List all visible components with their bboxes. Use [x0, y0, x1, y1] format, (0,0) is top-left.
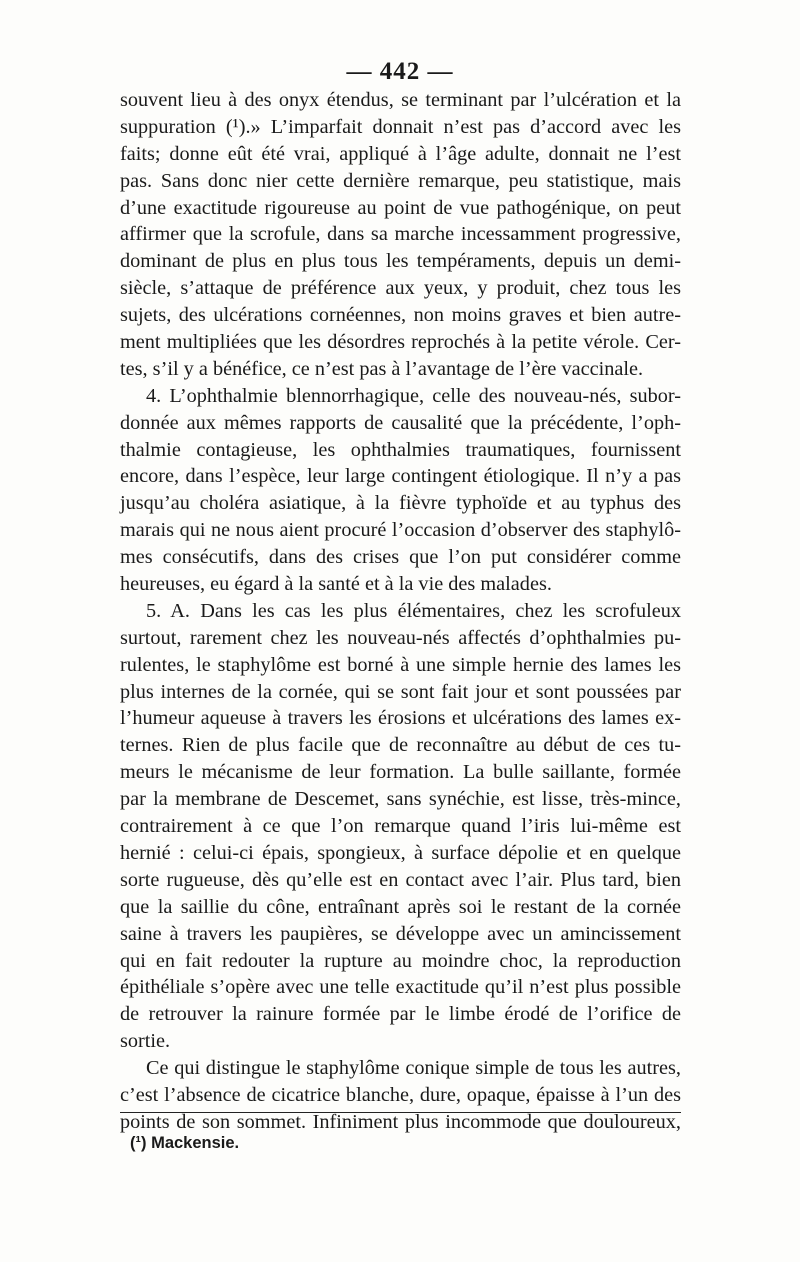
text-line: encore, dans l’espèce, leur large contingent étiologique. Il n’y a pas	[120, 465, 681, 488]
text-line: que la saillie du cône, entraînant après soi le restant de la cornée	[120, 895, 681, 918]
text-line: ment multipliées que les désordres reprochés à la petite vérole. Cer-	[120, 331, 681, 354]
text-line: thalmie contagieuse, les ophthalmies traumatiques, fournissent	[120, 438, 681, 461]
text-line: 4. L’ophthalmie blennorrhagique, celle des nouveau-nés, subor-	[146, 384, 681, 407]
text-line: qui en fait redouter la rupture au moindre choc, la reproduction	[120, 949, 681, 972]
body-text	[120, 87, 681, 1136]
text-line: de retrouver la rainure formée par le limbe érodé de l’orifice de	[120, 1003, 681, 1026]
text-line: pas. Sans donc nier cette dernière remarque, peu statistique, mais	[120, 169, 681, 192]
text-line: siècle, s’attaque de préférence aux yeux, y produit, chez tous les	[120, 277, 681, 300]
text-line: suppuration (¹).» L’imparfait donnait n’est pas d’accord avec les	[120, 115, 681, 138]
text-line: rulentes, le staphylôme est borné à une simple hernie des lames les	[120, 653, 681, 676]
text-line: par la membrane de Descemet, sans synéchie, est lisse, très-mince,	[120, 788, 681, 811]
text-line: c’est l’absence de cicatrice blanche, dure, opaque, épaisse à l’un des	[120, 1083, 681, 1106]
text-line: meurs le mécanisme de leur formation. La bulle saillante, formée	[120, 761, 681, 784]
text-line: plus internes de la cornée, qui se sont fait jour et sont poussées par	[120, 680, 681, 703]
text-line: marais qui ne nous aient procuré l’occasion d’observer des staphylô-	[120, 519, 681, 542]
text-line: épithéliale s’opère avec une telle exactitude qu’il n’est plus possible	[120, 976, 681, 999]
footnote-rule	[120, 1112, 681, 1113]
text-line: sorte rugueuse, dès qu’elle est en contact avec l’air. Plus tard, bien	[120, 868, 681, 891]
text-line: Ce qui distingue le staphylôme conique simple de tous les autres,	[146, 1057, 681, 1080]
text-line: jusqu’au choléra asiatique, à la fièvre typhoïde et au typhus des	[120, 492, 681, 515]
text-line: l’humeur aqueuse à travers les érosions et ulcérations des lames ex-	[120, 707, 681, 730]
text-line: hernié : celui-ci épais, spongieux, à surface dépolie et en quelque	[120, 841, 681, 864]
text-line: mes consécutifs, dans des crises que l’on put considérer comme	[120, 546, 681, 569]
text-line: surtout, rarement chez les nouveau-nés affectés d’ophthalmies pu-	[120, 626, 681, 649]
text-line: sortie.	[120, 1030, 171, 1053]
text-line: contrairement à ce que l’on remarque quand l’iris lui-même est	[120, 815, 681, 838]
text-line: faits; donne eût été vrai, appliqué à l’âge adulte, donnait ne l’est	[120, 142, 681, 165]
text-line: affirmer que la scrofule, dans sa marche incessamment progressive,	[120, 223, 681, 246]
text-line: 5. A. Dans les cas les plus élémentaires, chez les scrofuleux	[146, 599, 681, 622]
text-line: ternes. Rien de plus facile que de reconnaître au début de ces tu-	[120, 734, 681, 757]
footnote: (¹) Mackensie.	[130, 1134, 240, 1152]
text-line: tes, s’il y a bénéfice, ce n’est pas à l’avantage de l’ère vaccinale.	[120, 357, 644, 380]
text-line: sujets, des ulcérations cornéennes, non moins graves et bien autre-	[120, 304, 681, 327]
text-line: points de son sommet. Infiniment plus incommode que douloureux,	[120, 1110, 681, 1133]
text-line: souvent lieu à des onyx étendus, se terminant par l’ulcération et la	[120, 89, 681, 111]
text-line: dominant de plus en plus tous les tempéraments, depuis un demi-	[120, 250, 681, 273]
page-number: — 442 —	[346, 58, 454, 85]
text-line: saine à travers les paupières, se développe avec un amincissement	[120, 922, 681, 945]
text-line: heureuses, eu égard à la santé et à la vie des malades.	[120, 573, 552, 596]
text-line: d’une exactitude rigoureuse au point de vue pathogénique, on peut	[120, 196, 681, 219]
text-line: donnée aux mêmes rapports de causalité que la précédente, l’oph-	[120, 411, 681, 434]
